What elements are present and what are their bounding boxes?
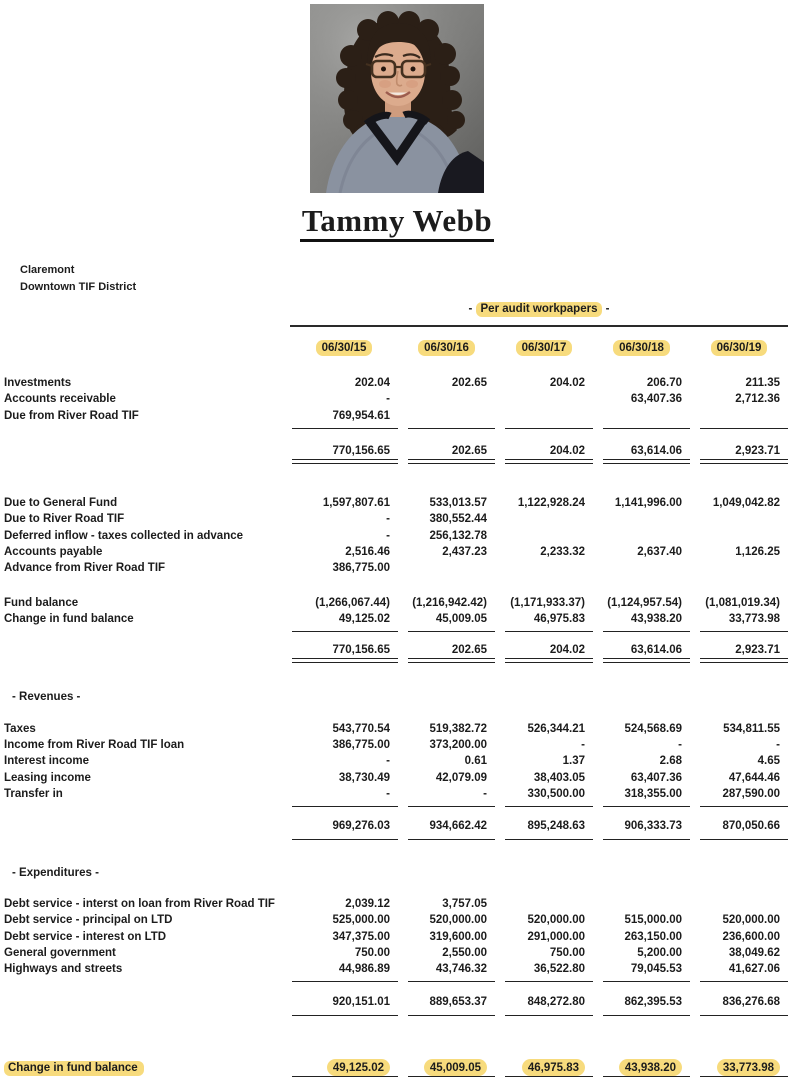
cell-value: 533,013.57 [429, 497, 487, 510]
table-row [4, 375, 788, 391]
cell-value: 2,233.32 [540, 546, 585, 559]
row-label: Taxes [4, 722, 36, 735]
cell-value: 5,200.00 [637, 946, 682, 959]
cell-value: (1,081,019.34) [705, 596, 780, 609]
cell-value: 318,355.00 [593, 786, 690, 802]
cell-value: 43,746.32 [398, 961, 495, 977]
cell-value: - [386, 529, 390, 542]
cell-value: 63,614.06 [593, 443, 690, 459]
cell-value [593, 896, 690, 912]
cell-value: 906,333.73 [593, 818, 690, 834]
cell-value: 79,045.53 [593, 961, 690, 977]
cell-value: - [386, 513, 390, 526]
cell-value: - [290, 786, 398, 802]
table-row [4, 770, 788, 786]
row-label: Advance from River Road TIF [4, 562, 166, 575]
cell-value [690, 408, 788, 424]
cell-value: 33,773.98 [690, 611, 788, 627]
row-label [4, 818, 290, 834]
cell-value: 42,079.09 [435, 771, 487, 784]
cell-value: 515,000.00 [624, 914, 682, 927]
cell-value [690, 560, 788, 576]
audit-header-highlight: Per audit workpapers [476, 302, 603, 317]
cell-value: 330,500.00 [495, 786, 593, 802]
cell-value: (1,266,067.44) [315, 596, 390, 609]
cell-value: 45,009.05 [398, 1060, 495, 1076]
cell-value: (1,216,942.42) [412, 596, 487, 609]
row-label: Change in fund balance [4, 612, 134, 625]
cell-value: 44,986.89 [290, 961, 398, 977]
cell-value: 520,000.00 [429, 914, 487, 927]
cell-value [495, 528, 593, 544]
row-label: Investments [4, 377, 72, 389]
cell-value: 848,272.80 [495, 994, 593, 1010]
cell-value: 211.35 [745, 377, 780, 389]
column-header-2: 06/30/16 [398, 339, 495, 357]
section-header: - Expenditures - [12, 866, 99, 879]
row-label: Highways and streets [4, 963, 123, 976]
cell-value: 525,000.00 [332, 914, 390, 927]
section-row [4, 689, 788, 705]
column-headers [4, 339, 788, 357]
table-row [4, 929, 788, 945]
cell-value: 36,522.80 [495, 961, 593, 977]
cell-value: 202.65 [451, 377, 487, 389]
cell-value: 46,975.83 [495, 1060, 593, 1076]
cell-value: 204.02 [549, 377, 585, 389]
table-row [4, 495, 788, 511]
cell-value: - [386, 393, 390, 406]
table-rows [4, 375, 788, 1076]
cell-value: 206.70 [646, 377, 682, 389]
cell-value [690, 511, 788, 527]
column-header-3: 06/30/17 [495, 339, 593, 357]
cell-value: 889,653.37 [398, 994, 495, 1010]
cell-value: 524,568.69 [624, 722, 682, 735]
cell-value: 934,662.42 [398, 818, 495, 834]
cell-value: 2,039.12 [345, 897, 390, 910]
org-block [20, 262, 136, 295]
cell-value: 769,954.61 [290, 408, 398, 424]
cell-value: 46,975.83 [495, 611, 593, 627]
row-label: Transfer in [4, 788, 63, 801]
cell-value: 2,437.23 [442, 546, 487, 559]
cell-value: 870,050.66 [690, 818, 788, 834]
portrait-illustration [310, 4, 484, 193]
cell-value: 1,049,042.82 [712, 497, 780, 510]
section-header: - Revenues - [12, 690, 81, 703]
cell-value: 2,923.71 [690, 642, 788, 658]
cell-value: 202.65 [398, 443, 495, 459]
column-header-4: 06/30/18 [593, 339, 690, 357]
cell-value: 386,775.00 [332, 562, 390, 575]
cell-value: 38,403.05 [533, 771, 585, 784]
row-label: Interest income [4, 755, 89, 768]
cell-value [495, 896, 593, 912]
row-label: Income from River Road TIF loan [4, 739, 185, 752]
cell-value: 1,597,807.61 [322, 497, 390, 510]
cell-value: 33,773.98 [690, 1060, 788, 1076]
cell-value [495, 391, 593, 407]
cell-value: 319,600.00 [429, 930, 487, 943]
cell-value: 45,009.05 [398, 611, 495, 627]
cell-value: 2,923.71 [690, 443, 788, 459]
cell-value: 920,151.01 [290, 994, 398, 1010]
cell-value: 49,125.02 [290, 1060, 398, 1076]
table-row [4, 391, 788, 407]
cell-value: 519,382.72 [429, 722, 487, 735]
person-name: Tammy Webb [277, 203, 517, 239]
cell-value: (1,124,957.54) [607, 596, 682, 609]
cell-value: 1,141,996.00 [614, 497, 682, 510]
table-row [4, 1060, 788, 1076]
cell-value: 520,000.00 [527, 914, 585, 927]
cell-value: 256,132.78 [429, 529, 487, 542]
cell-value: 3,757.05 [442, 897, 487, 910]
cell-value: 287,590.00 [690, 786, 788, 802]
table-row [4, 912, 788, 928]
cell-value: 969,276.03 [290, 818, 398, 834]
cell-value: 43,938.20 [593, 611, 690, 627]
cell-value: 291,000.00 [527, 930, 585, 943]
audit-header-row [4, 302, 788, 327]
cell-value: 2,516.46 [345, 546, 390, 559]
cell-value: 386,775.00 [332, 739, 390, 752]
cell-value: - [776, 739, 780, 752]
cell-value: 895,248.63 [495, 818, 593, 834]
row-label: General government [4, 946, 116, 959]
cell-value: 2,712.36 [735, 393, 780, 406]
row-label: Due to General Fund [4, 497, 118, 510]
table-row [4, 896, 788, 912]
section-row [4, 865, 788, 881]
cell-value: 204.02 [495, 443, 593, 459]
cell-value: - [581, 739, 585, 752]
cell-value: 750.00 [354, 946, 390, 959]
cell-value: 526,344.21 [527, 722, 585, 735]
row-label: Due from River Road TIF [4, 409, 139, 422]
cell-value: (1,171,933.37) [510, 596, 585, 609]
portrait-photo [310, 4, 484, 193]
table-row [4, 786, 788, 802]
cell-value: 0.61 [464, 755, 487, 768]
row-label: Debt service - interest on LTD [4, 930, 167, 943]
table-row [4, 528, 788, 544]
cell-value: 862,395.53 [593, 994, 690, 1010]
audit-header: - Per audit workpapers - [290, 302, 788, 327]
row-label: Fund balance [4, 596, 79, 609]
table-row [4, 945, 788, 961]
table-row [4, 611, 788, 627]
table-row [4, 994, 788, 1010]
row-label [4, 642, 290, 658]
org-name: Claremont [20, 264, 75, 276]
table-row [4, 961, 788, 977]
cell-value: 2,637.40 [637, 546, 682, 559]
cell-value [690, 896, 788, 912]
cell-value: 47,644.46 [728, 771, 780, 784]
cell-value: 373,200.00 [429, 739, 487, 752]
cell-value: 63,407.36 [630, 393, 682, 406]
cell-value: 750.00 [549, 946, 585, 959]
audit-table [4, 302, 788, 1076]
cell-value: 204.02 [495, 642, 593, 658]
cell-value: 543,770.54 [332, 722, 390, 735]
table-row [4, 511, 788, 527]
cell-value: 63,614.06 [593, 642, 690, 658]
table-row [4, 443, 788, 459]
cell-value: 202.65 [398, 642, 495, 658]
cell-value [398, 560, 495, 576]
cell-value: 520,000.00 [722, 914, 780, 927]
cell-value: 347,375.00 [332, 930, 390, 943]
cell-value: 43,938.20 [593, 1060, 690, 1076]
row-label [4, 443, 290, 459]
table-row [4, 595, 788, 611]
cell-value: 836,276.68 [690, 994, 788, 1010]
cell-value: 63,407.36 [630, 771, 682, 784]
cell-value: - [386, 755, 390, 768]
cell-value [593, 408, 690, 424]
row-label: Debt service - principal on LTD [4, 914, 173, 927]
row-label: Due to River Road TIF [4, 513, 125, 526]
table-row [4, 544, 788, 560]
cell-value: 2,550.00 [442, 946, 487, 959]
cell-value: 2.68 [659, 755, 682, 768]
cell-value [495, 560, 593, 576]
row-label: Accounts payable [4, 546, 103, 559]
cell-value: 380,552.44 [429, 513, 487, 526]
cell-value: 202.04 [354, 377, 390, 389]
cell-value: 49,125.02 [290, 611, 398, 627]
cell-value: 770,156.65 [290, 443, 398, 459]
district-name: Downtown TIF District [20, 280, 137, 293]
row-label: Leasing income [4, 771, 91, 784]
row-label: Accounts receivable [4, 393, 116, 406]
cell-value: 38,049.62 [728, 946, 780, 959]
table-row [4, 753, 788, 769]
cell-value [593, 511, 690, 527]
column-header-1: 06/30/15 [290, 339, 398, 357]
cell-value: 263,150.00 [624, 930, 682, 943]
cell-value: 41,627.06 [690, 961, 788, 977]
cell-value: 770,156.65 [290, 642, 398, 658]
cell-value: 38,730.49 [338, 771, 390, 784]
table-row [4, 818, 788, 834]
cell-value [593, 528, 690, 544]
cell-value: 534,811.55 [723, 722, 780, 735]
cell-value [398, 391, 495, 407]
cell-value: 1.37 [562, 755, 585, 768]
table-row [4, 642, 788, 658]
cell-value: - [678, 739, 682, 752]
row-label [4, 994, 290, 1010]
cell-value: 236,600.00 [722, 930, 780, 943]
cell-value [690, 528, 788, 544]
cell-value [398, 408, 495, 424]
cell-value: 4.65 [757, 755, 780, 768]
cell-value [593, 560, 690, 576]
cell-value [495, 511, 593, 527]
table-row [4, 560, 788, 576]
row-label: Change in fund balance [4, 1060, 290, 1076]
column-header-5: 06/30/19 [690, 339, 788, 357]
row-label: Deferred inflow - taxes collected in advance [4, 529, 244, 542]
table-row [4, 721, 788, 737]
table-row [4, 408, 788, 424]
cell-value: 1,126.25 [735, 546, 780, 559]
cell-value: 1,122,928.24 [517, 497, 585, 510]
cell-value [495, 408, 593, 424]
table-row [4, 737, 788, 753]
row-label: Debt service - interst on loan from River Road TIF [4, 897, 275, 910]
cell-value: - [398, 786, 495, 802]
